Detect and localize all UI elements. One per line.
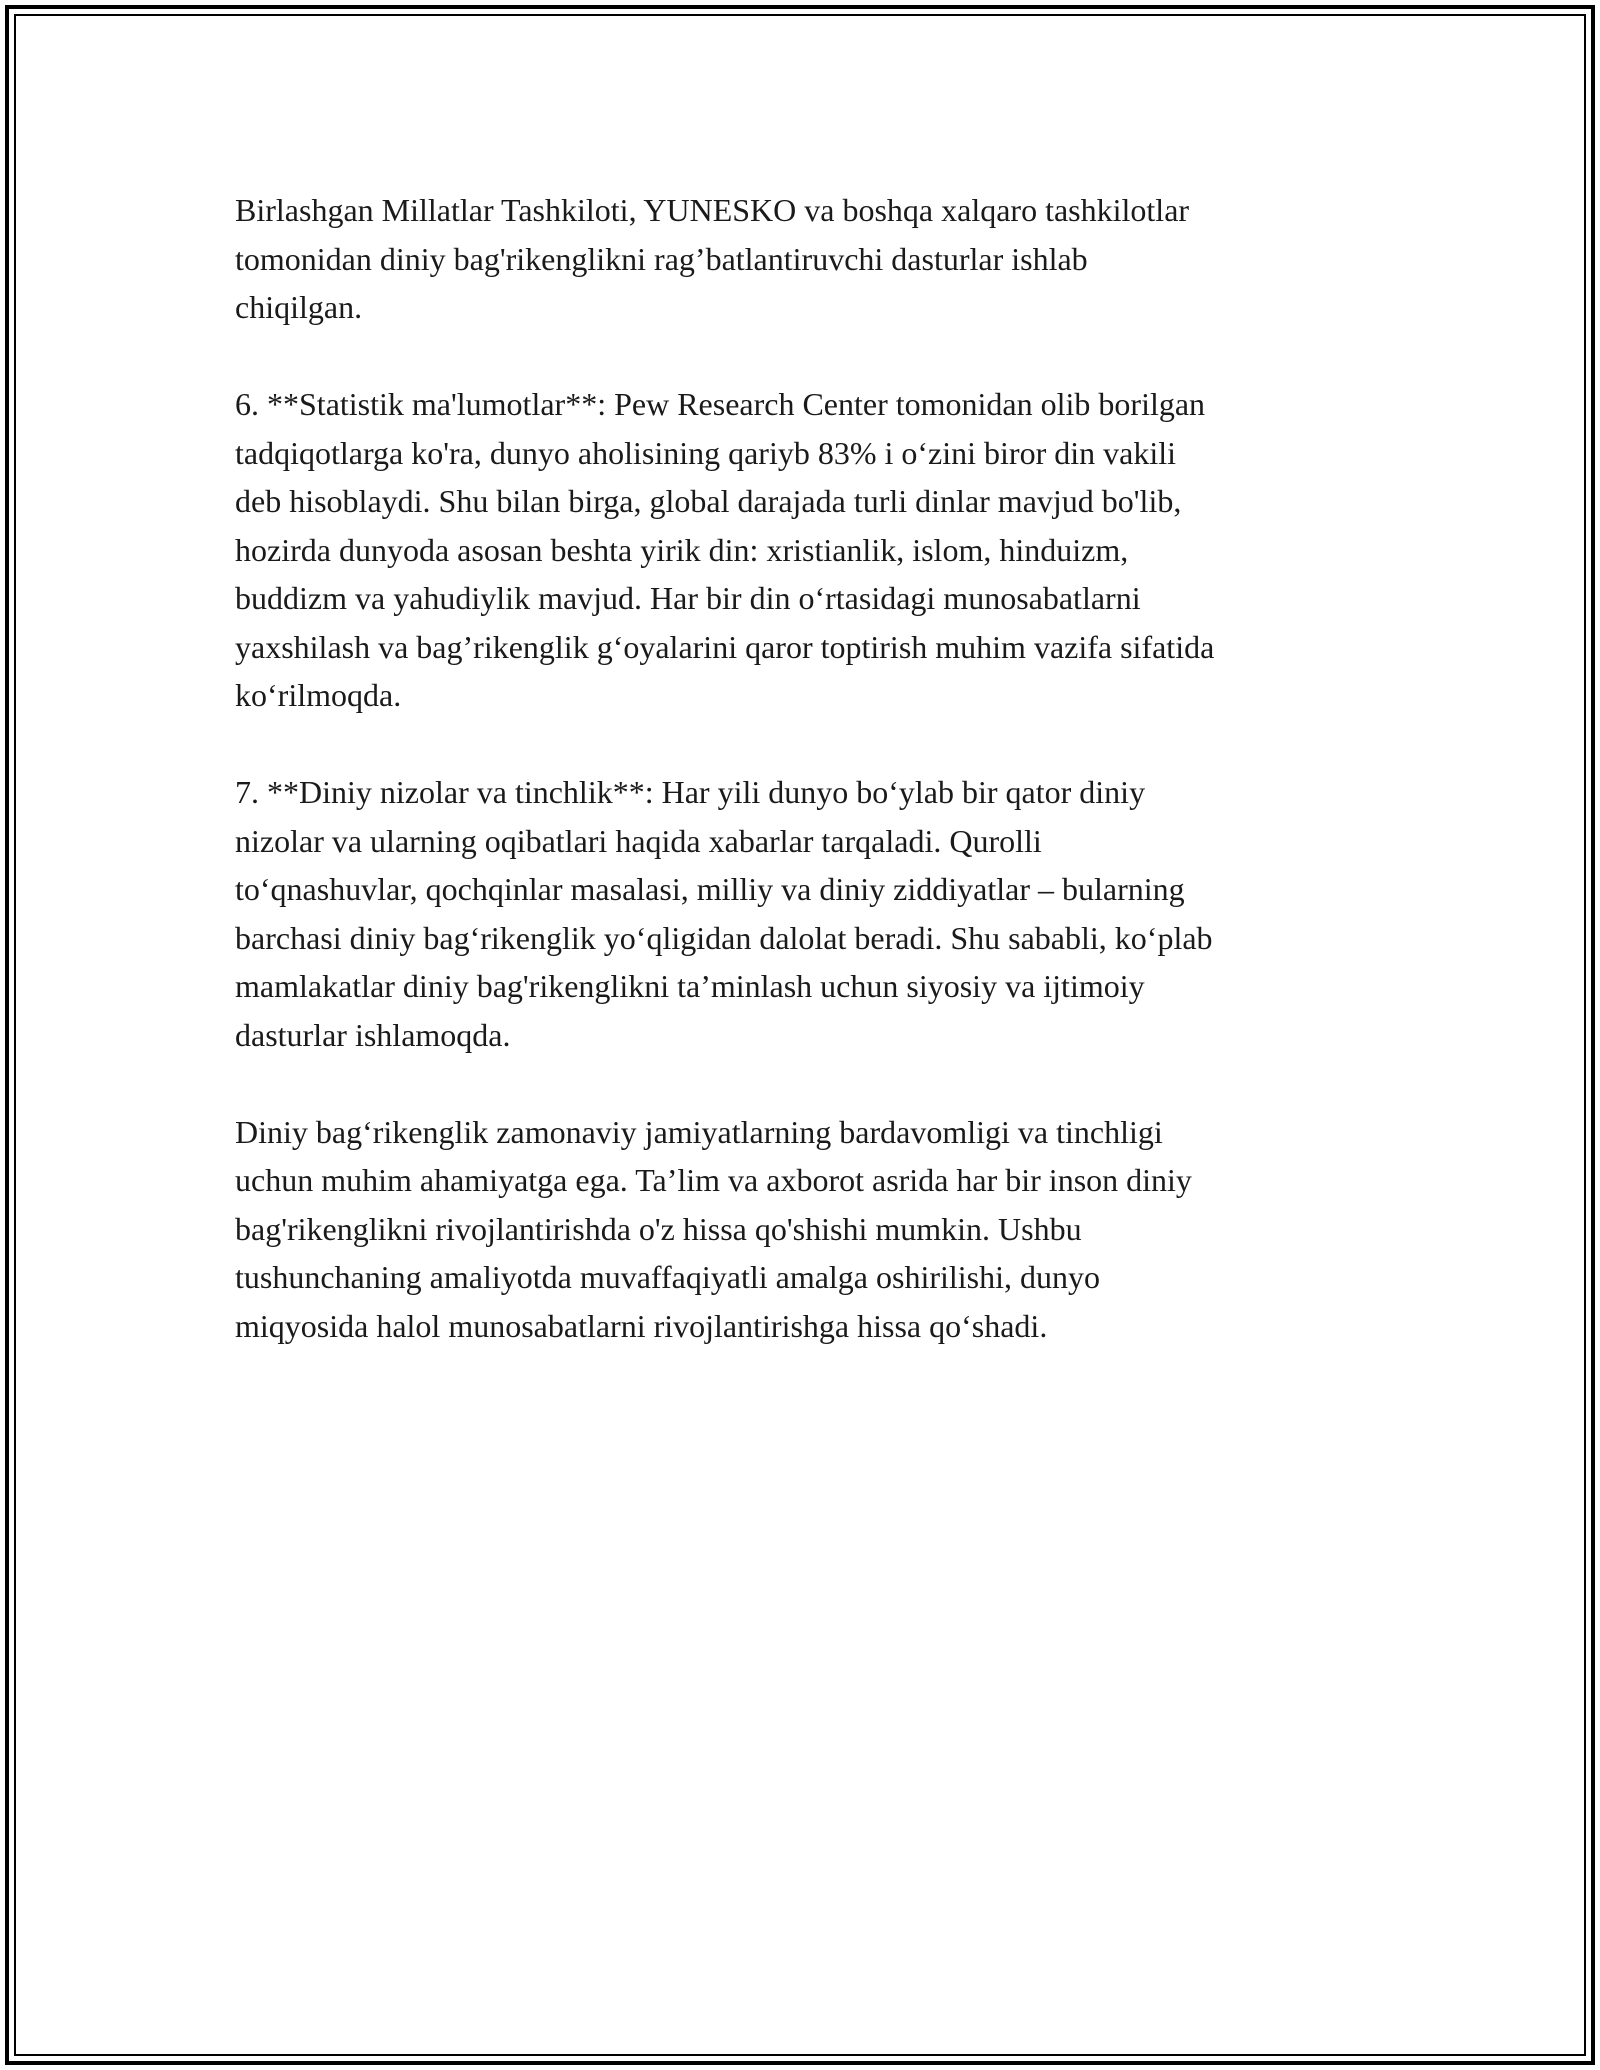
paragraph-statistics: 6. **Statistik ma'lumotlar**: Pew Research Center tomonidan olib borilgan tadqiqotlarga ko'ra, dunyo aholisining qariyb 83% i o‘zini biror din vakili deb hisoblaydi. Shu bilan birga, global darajada turli dinlar mavjud bo'lib, hozirda dunyoda asosan beshta yirik din: xristianlik, islom, hinduizm, buddizm va yahudiylik mavjud. Har bir din o‘rtasidagi munosabatlarni yaxshilash va bag’rikenglik g‘oyalarini qaror toptirish muhim vazifa sifatida ko‘rilmoqda. (235, 386, 1215, 713)
paragraph-conflicts-peace: 7. **Diniy nizolar va tinchlik**: Har yili dunyo bo‘ylab bir qator diniy nizolar va ularning oqibatlari haqida xabarlar tarqaladi. Qurolli to‘qnashuvlar, qochqinlar masalasi, milliy va diniy ziddiyatlar – bularning barchasi diniy bag‘rikenglik yo‘qligidan dalolat beradi. Shu sababli, ko‘plab mamlakatlar diniy bag'rikenglikni ta’minlash uchun siyosiy va ijtimoiy dasturlar ishlamoqda. (235, 774, 1213, 1053)
paragraph-intro: Birlashgan Millatlar Tashkiloti, YUNESKO va boshqa xalqaro tashkilotlar tomonidan diniy bag'rikenglikni rag’batlantiruvchi dasturlar ishlab chiqilgan. (235, 192, 1190, 325)
paragraph-conclusion: Diniy bag‘rikenglik zamonaviy jamiyatlarning bardavomligi va tinchligi uchun muhim ahamiyatga ega. Ta’lim va axborot asrida har bir inson diniy bag'rikenglikni rivojlantirishda o'z hissa qo'shishi mumkin. Ushbu tushunchaning amaliyotda muvaffaqiyatli amalga oshirilishi, dunyo miqyosida halol munosabatlarni rivojlantirishga hissa qo‘shadi. (235, 1113, 1192, 1344)
document-body (235, 186, 1365, 1399)
